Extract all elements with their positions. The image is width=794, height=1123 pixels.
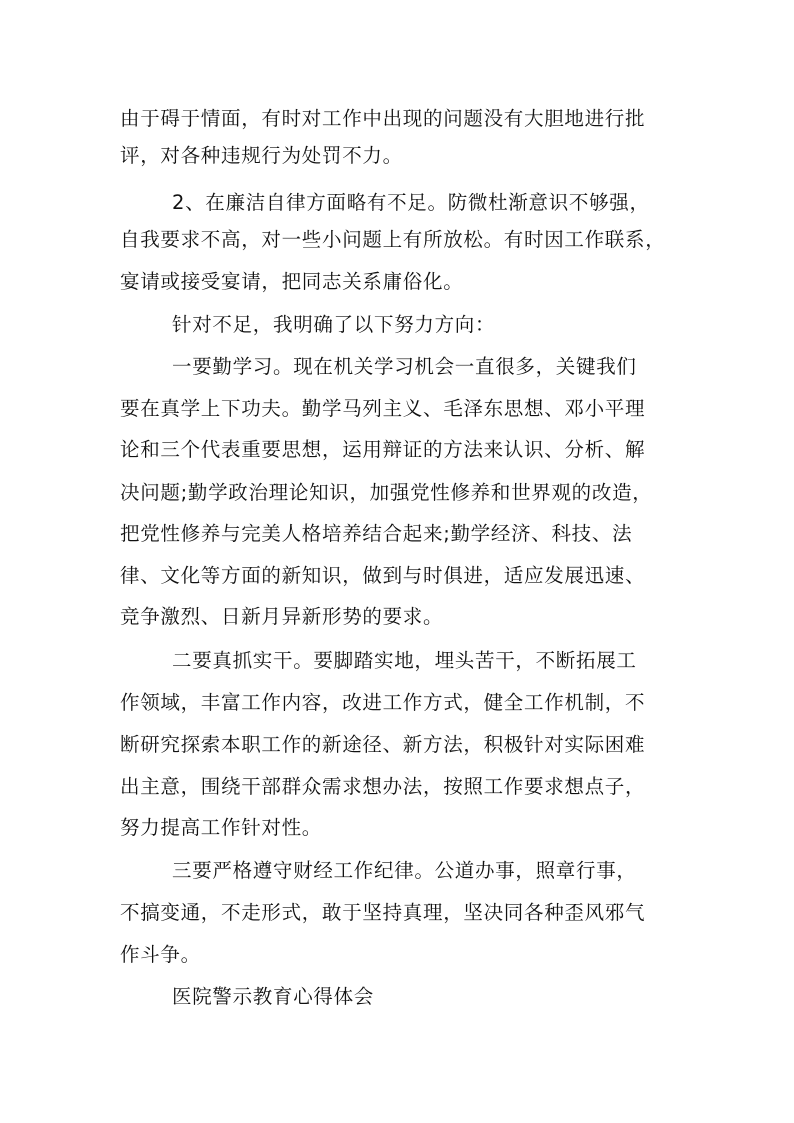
- paragraph-4-line-1: 一要勤学习。现在机关学习机会一直很多，关键我们: [172, 355, 637, 378]
- paragraph-5-line-1: 二要真抓实干。要脚踏实地，埋头苦干，不断拓展工: [172, 649, 637, 672]
- paragraph-1-line-2: 评，对各种违规行为处罚不力。: [120, 144, 403, 167]
- paragraph-3-line-1: 针对不足，我明确了以下努力方向：: [172, 313, 496, 336]
- paragraph-2-line-1: 2、在廉洁自律方面略有不足。防微杜渐意识不够强，: [172, 191, 650, 214]
- document-heading: 医院警示教育心得体会: [172, 985, 375, 1008]
- paragraph-2-line-2: 自我要求不高，对一些小问题上有所放松。有时因工作联系，: [120, 228, 666, 251]
- paragraph-5-line-5: 努力提高工作针对性。: [120, 816, 323, 839]
- paragraph-4-line-4: 决问题;勤学政治理论知识，加强党性修养和世界观的改造，: [120, 481, 653, 504]
- paragraph-4-line-2: 要在真学上下功夫。勤学马列主义、毛泽东思想、邓小平理: [120, 397, 646, 420]
- paragraph-4-line-5: 把党性修养与完美人格培养结合起来;勤学经济、科技、法: [120, 522, 633, 545]
- paragraph-2-line-3: 宴请或接受宴请，把同志关系庸俗化。: [120, 270, 464, 293]
- paragraph-6-line-3: 作斗争。: [120, 943, 201, 966]
- paragraph-5-line-3: 断研究探索本职工作的新途径、新方法，积极针对实际困难: [120, 733, 646, 756]
- paragraph-4-line-3: 论和三个代表重要思想，运用辩证的方法来认识、分析、解: [120, 438, 646, 461]
- paragraph-1-line-1: 由于碍于情面，有时对工作中出现的问题没有大胆地进行批: [120, 107, 646, 130]
- paragraph-5-line-2: 作领域，丰富工作内容，改进工作方式，健全工作机制，不: [120, 691, 646, 714]
- paragraph-6-line-1: 三要严格遵守财经工作纪律。公道办事，照章行事，: [172, 859, 637, 882]
- paragraph-4-line-6: 律、文化等方面的新知识，做到与时俱进，适应发展迅速、: [120, 564, 646, 587]
- paragraph-6-line-2: 不搞变通，不走形式，敢于坚持真理，坚决同各种歪风邪气: [120, 901, 646, 924]
- paragraph-4-line-7: 竞争激烈、日新月异新形势的要求。: [120, 605, 444, 628]
- paragraph-5-line-4: 出主意，围绕干部群众需求想办法，按照工作要求想点子，: [120, 775, 646, 798]
